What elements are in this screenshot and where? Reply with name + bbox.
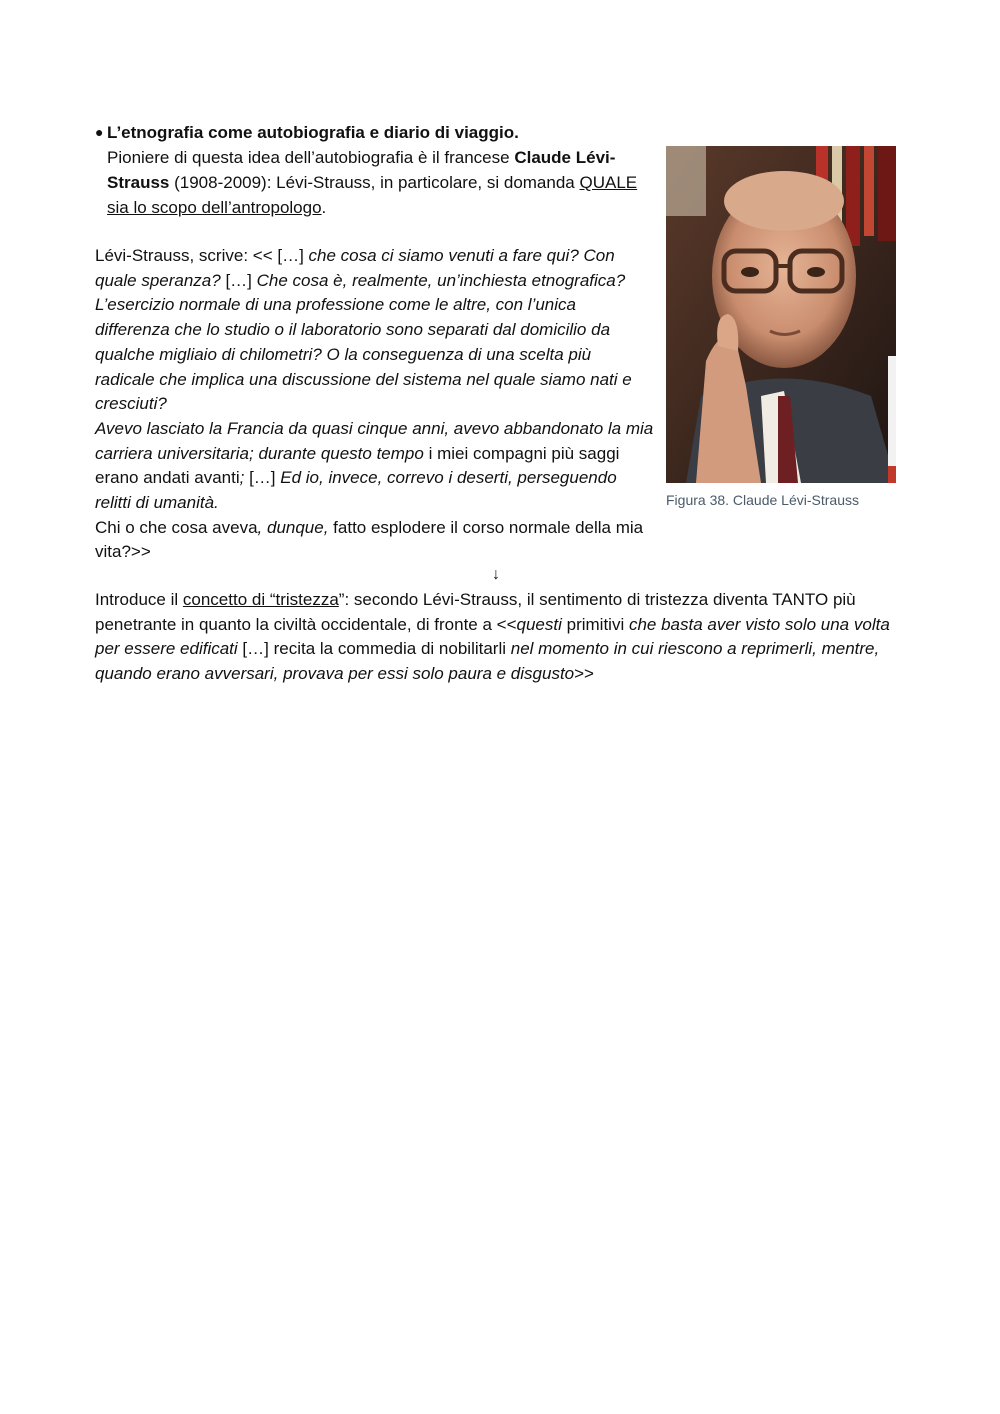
conclusion-underlined: concetto di “tristezza — [182, 590, 339, 609]
section-title: L’etnografia come autobiografia e diario di viaggio. — [107, 123, 519, 142]
quote-ellipsis-1: […] — [220, 270, 257, 290]
conclusion-text-1: Introduce il — [95, 590, 183, 609]
conclusion-italic-2: che basta aver visto solo una volta per essere edificati — [95, 614, 890, 659]
conclusion-paragraph — [95, 588, 905, 687]
bullet-heading — [95, 120, 650, 145]
quote-q2: Che cosa è, realmente, un’inchiesta etnografica? L’esercizio normale di una professione come le altre, con l’unica differenza che lo studio o il laboratorio sono separati dal domicilio da qualche migliaio di chilometri? O la conseguenza di una scelta più radicale che implica una discussione del sistema nel quale siamo nati e cresciuti? — [95, 270, 632, 414]
quote-lead: Lévi-Strauss, scrive: << […] — [95, 246, 309, 265]
quote-q5b: , dunque, — [257, 517, 329, 537]
quote-q5a: Chi o che cosa aveva — [95, 517, 258, 537]
figure-caption: Figura 38. Claude Lévi-Strauss — [666, 492, 859, 508]
intro-underlined: QUALE sia lo scopo dell’antropologo — [107, 173, 638, 217]
quote-q5c: fatto esplodere il corso normale della mia vita?>> — [95, 517, 644, 562]
conclusion-text-4: […] recita la commedia di nobilitarli — [237, 639, 511, 659]
bullet-section — [95, 120, 650, 220]
intro-text-2: (1908-2009): Lévi-Strauss, in particolare, si domanda — [169, 173, 580, 192]
quote-q3: Avevo lasciato la Francia da quasi cinque anni, avevo abbandonato la mia carriera universitaria; durante questo tempo — [95, 418, 654, 463]
intro-paragraph — [95, 145, 650, 220]
intro-name: Claude Lévi-Strauss — [107, 148, 616, 192]
intro-end: . — [321, 198, 327, 217]
intro-text-1: Pioniere di questa idea dell’autobiografia è il francese — [107, 148, 515, 167]
quote-ellipsis-2: […] — [244, 468, 281, 488]
conclusion-italic-3: nel momento in cui riescono a reprimerli, mentre, quando erano avversari, provava per essi solo paura e disgusto — [95, 639, 880, 684]
conclusion-italic-1: questi — [516, 614, 562, 634]
portrait-image — [666, 146, 896, 483]
quote-q3c: ; — [239, 468, 245, 488]
quote-part-2 — [95, 417, 655, 516]
quote-paragraph — [95, 244, 655, 565]
quote-q3b: i miei compagni più saggi erano andati avanti — [95, 443, 620, 488]
bullet-icon: ● — [95, 124, 104, 140]
quote-q4: Ed io, invece, correvo i deserti, perseguendo relitti di umanità. — [95, 468, 617, 513]
down-arrow-icon: ↓ — [492, 566, 500, 583]
quote-part-3 — [95, 516, 655, 565]
conclusion-text-3: primitivi — [561, 614, 629, 634]
conclusion-text-2: ”: secondo Lévi-Strauss, il sentimento di tristezza diventa TANTO più penetrante in quanto la civiltà occidentale, di fronte a << — [95, 590, 856, 634]
portrait-photo — [666, 146, 896, 483]
quote-q1: che cosa ci siamo venuti a fare qui? Con quale speranza? — [95, 246, 615, 290]
quote-part-1 — [95, 244, 655, 417]
conclusion-text-5: >> — [574, 664, 594, 684]
